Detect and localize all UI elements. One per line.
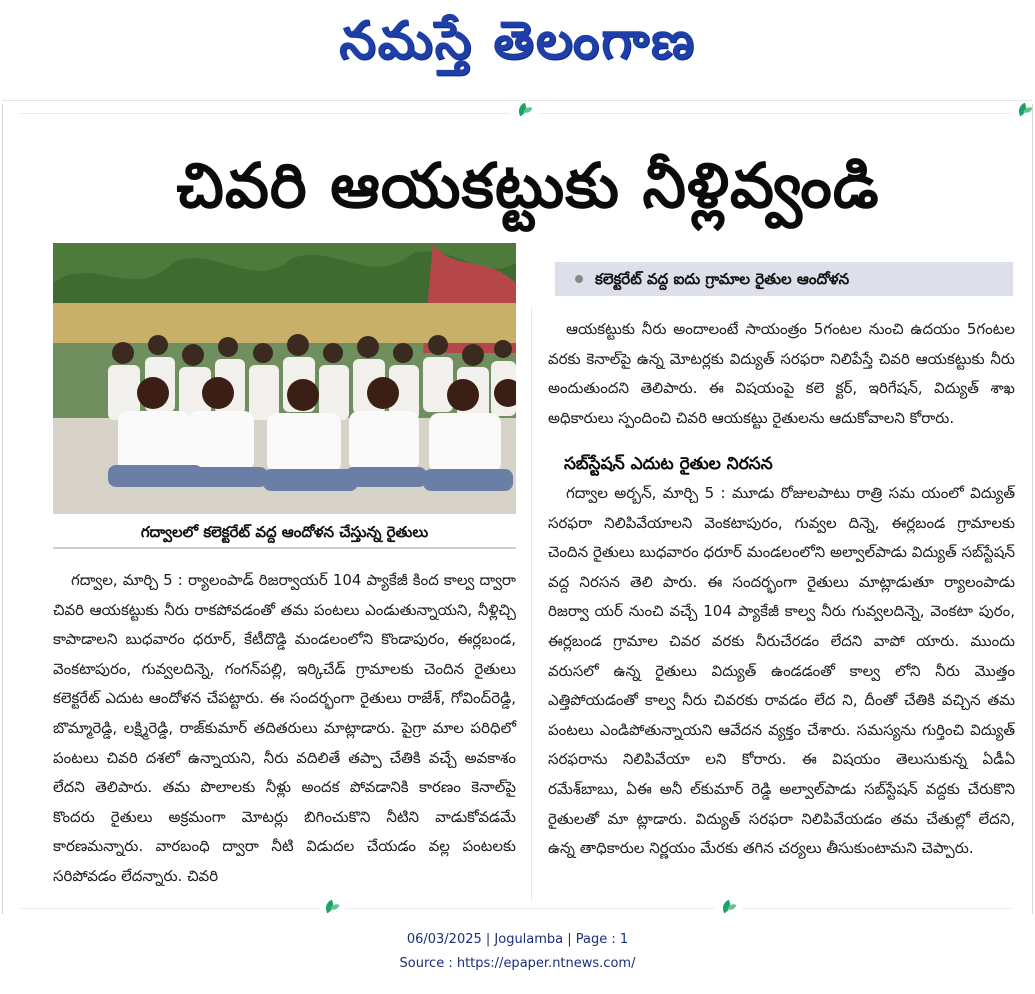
- bullet-icon: [575, 275, 583, 283]
- page-right-rule: [1032, 104, 1033, 914]
- photo-caption: గద్వాలలో కలెక్టరేట్ వద్ద ఆందోళన చేస్తున్న రైతులు: [53, 517, 516, 549]
- leaf-ornament-icon: [1018, 104, 1032, 118]
- top-divider-left: [20, 113, 510, 114]
- article-body-right-bottom: [548, 479, 1015, 864]
- masthead: [0, 6, 1035, 76]
- bottom-divider-left: [20, 908, 320, 909]
- edition-info: 06/03/2025 | Jogulamba | Page : 1: [406, 932, 629, 947]
- column-divider: [531, 308, 532, 900]
- body-paragraph: గద్వాల అర్బన్, మార్చి 5 : మూడు రోజులపాటు రాత్రి సమ యంలో విద్యుత్ సరఫరా నిలిపివేయాలని వెంకటాపురం, గువ్వల దిన్నె, ఈర్లబండ గ్రామాలకు చెందిన రైతులు బుధవారం ధరూర్ మండలంలోని అల్వాల్‌పాడు విద్యుత్ సబ్‌స్టేషన్ వద్ద నిరసన తెలి పారు. ఈ సందర్భంగా రైతులు మాట్లాడుతూ ర్యాలంపాడు రిజర్వా యర్ నుంచి వచ్చే 104 ప్యాకేజీ కాల్వ నీరు గువ్వలదిన్నె, వెంకటా పురం, ఈర్లబండ గ్రామాల చివర వరకు నీరుచేరడం లేదని వాపో యారు. ముందు వరుసలో ఉన్న రైతులు విద్యుత్ ఉండడంతో కాల్వ లోని నీరు మొత్తం ఎత్తిపోయడంతో కాల్వ నీరు చివరకు రావడం లేద ని, దీంతో చేతికి వచ్చిన తమ పంటలు ఎండిపోతున్నాయని ఆవేదన వ్యక్తం చేశారు. సమస్యను గుర్తించి విద్యుత్ సరఫరాను నిలిపివేయా లని కోరారు. ఈ విషయం తెలుసుకున్న ఏడీఏ రమేశ్‌బాబు, ఏఈ అనీ ల్‌కుమార్ రెడ్డి అల్వాల్‌పాడు సబ్‌స్టేషన్ వద్దకు చేరుకొని రైతులతో మా ట్లాడారు. విద్యుత్ సరఫరా నిలిపివేయడం తమ చేతుల్లో లేదని, ఉన్న తాధికారుల నిర్ణయం మేరకు తగిన చర్యలు తీసుకుంటామని చెప్పారు.: [548, 484, 1015, 858]
- body-paragraph: ఆయకట్టుకు నీరు అందాలంటే సాయంత్రం 5గంటల నుంచి ఉదయం 5గంటల వరకు కెనాల్‌పై ఉన్న మోటర్లకు విద్యుత్ సరఫరా నిలిపేస్తే చివరి ఆయకట్టుకు నీరు అందుతుందని తెలిపారు. ఈ విషయంపై కలె క్టర్, ఇరిగేషన్, విద్యుత్ శాఖ అధికారులు స్పందించి చివరి ఆయకట్టు రైతులను ఆదుకోవాలని కోరారు.: [548, 320, 1015, 427]
- article-subdeck: [555, 262, 1013, 296]
- article-body-left: [53, 566, 516, 892]
- masthead-title: నమస్తే తెలంగాణ: [339, 10, 696, 71]
- body-paragraph: గద్వాల, మార్చి 5 : ర్యాలంపాడ్ రిజర్వాయర్ 104 ప్యాకేజీ కింద కాల్వ ద్వారా చివరి ఆయకట్టుకు నీరు రాకపోవడంతో తమ పంటలు ఎండుతున్నాయని, నీళ్లిచ్చి కాపాడాలని బుధవారం ధరూర్, కేటీదొడ్డి మండలంలోని కొండాపురం, ఈర్లబండ, వెంకటాపురం, గువ్వలదిన్నె, గంగన్‌పల్లి, ఇర్కిచేడ్ గ్రామాలకు చెందిన రైతులు కలెక్టరేట్ ఎదుట ఆందోళన చేపట్టారు. ఈ సందర్భంగా రైతులు రాజేశ్, గోవింద్‌రెడ్డి, బొమ్మారెడ్డి, లక్ష్మిరెడ్డి, రాజ్‌కుమార్ తదితరులు మాట్లాడారు. పైగ్రా మాల పరిధిలో పంటలు చివరి దశలో ఉన్నాయని, నీరు వదిలితే తప్పా చేతికి వచ్చే అవకాశం లేదని తెలిపారు. తమ పొలాలకు నీళ్లు అందక పోవడానికి కారణం కెనాల్‌పై కొందరు రైతులు అక్రమంగా మోటర్లు బిగించుకొని నీటిని వాడుకోవడమే కారణమన్నారు. వారబంధి ద్వారా నీటి విడుదల చేయడం వల్ల పంటలకు సరిపోవడం లేదన్నారు. చివరి: [53, 571, 516, 885]
- page-left-rule: [2, 104, 3, 914]
- bottom-divider-right: [742, 908, 1012, 909]
- leaf-ornament-icon: [518, 104, 532, 118]
- article-headline: చివరి ఆయకట్టుకు నీళ్లివ్వండి: [176, 149, 880, 222]
- bottom-divider-middle: [345, 908, 715, 909]
- source-link[interactable]: Source : https://epaper.ntnews.com/: [399, 956, 636, 971]
- subdeck-text: కలెక్టరేట్ వద్ద ఐదు గ్రామాల రైతుల ఆందోళన: [595, 270, 850, 288]
- article-body-right-top: [548, 315, 1015, 433]
- leaf-ornament-icon: [722, 901, 736, 915]
- article-photo: [53, 243, 516, 514]
- leaf-ornament-icon: [325, 901, 339, 915]
- article-subhead: సబ్‌స్టేషన్ ఎదుట రైతుల నిరసన: [564, 454, 773, 474]
- page-footer: [0, 928, 1035, 976]
- top-divider-right: [540, 113, 1010, 114]
